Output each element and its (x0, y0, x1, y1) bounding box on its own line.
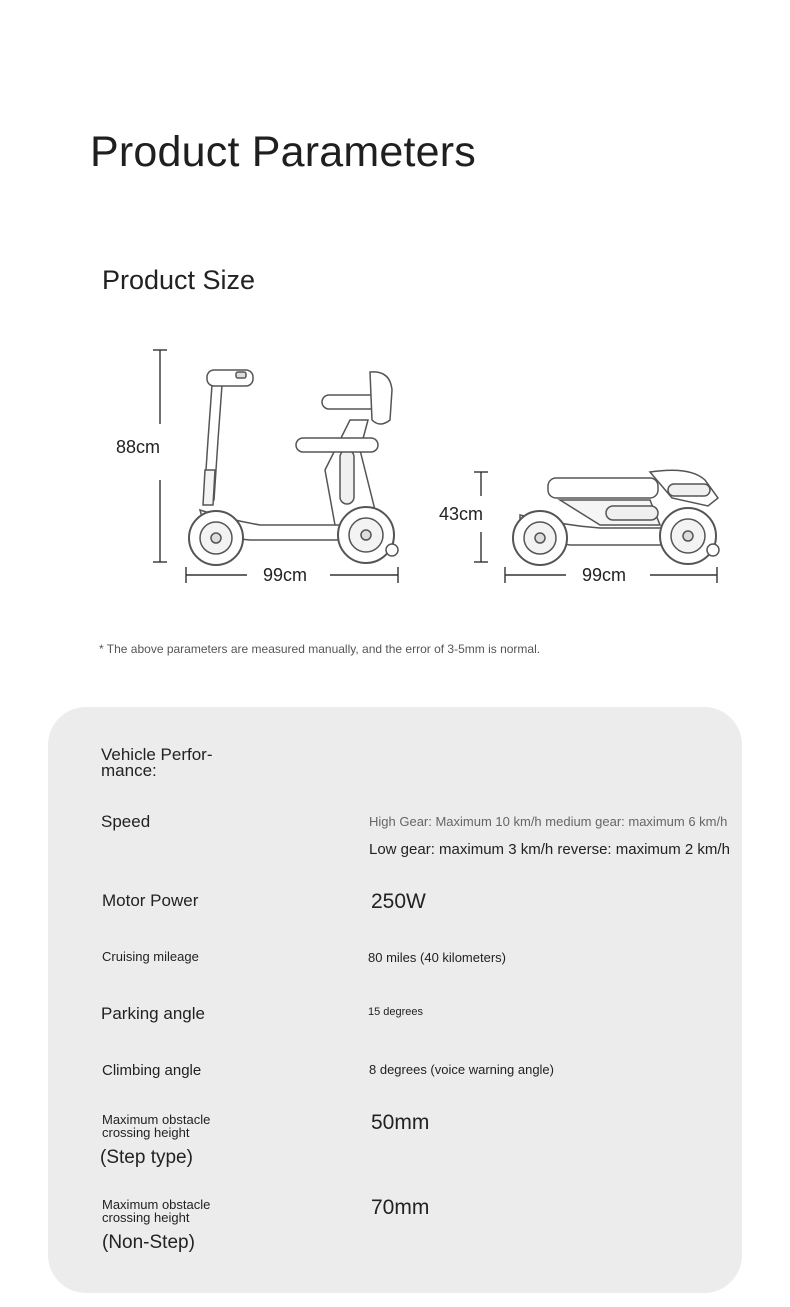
obstacle-nonstep-value: 70mm (371, 1196, 430, 1219)
climbing-angle-value: 8 degrees (voice warning angle) (369, 1062, 554, 1077)
folded-length-label: 99cm (582, 565, 627, 585)
obstacle-step-value: 50mm (371, 1111, 430, 1134)
scooter-unfolded-drawing (189, 370, 398, 565)
climbing-angle-label: Climbing angle (102, 1062, 202, 1079)
length-dimension-label: 99cm (263, 565, 308, 585)
parking-angle-label: Parking angle (101, 1004, 205, 1023)
page-title: Product Parameters (90, 128, 476, 176)
obstacle-nonstep-label: Maximum obstacle crossing height (Non-Step) (102, 1197, 211, 1253)
performance-heading: Vehicle Perfor- mance: (101, 745, 213, 780)
obstacle-step-label: Maximum obstacle crossing height (Step type) (100, 1112, 211, 1168)
cruising-mileage-value: 80 miles (40 kilometers) (368, 950, 506, 965)
measurement-note: * The above parameters are measured manually, and the error of 3-5mm is normal. (99, 642, 541, 656)
dimension-diagram (0, 0, 790, 640)
speed-value-line1: High Gear: Maximum 10 km/h medium gear: maximum 6 km/h (369, 814, 728, 829)
folded-height-label: 43cm (439, 504, 484, 524)
speed-label: Speed (101, 812, 151, 831)
speed-value-line2: Low gear: maximum 3 km/h reverse: maximum 2 km/h (369, 841, 730, 858)
performance-panel (48, 707, 742, 1293)
scooter-folded-drawing (513, 470, 719, 565)
motor-power-value: 250W (371, 890, 426, 913)
section-title-product-size: Product Size (102, 265, 256, 295)
height-dimension-label: 88cm (116, 437, 161, 457)
parking-angle-value: 15 degrees (368, 1006, 424, 1018)
motor-power-label: Motor Power (102, 891, 199, 910)
cruising-mileage-label: Cruising mileage (102, 949, 199, 964)
